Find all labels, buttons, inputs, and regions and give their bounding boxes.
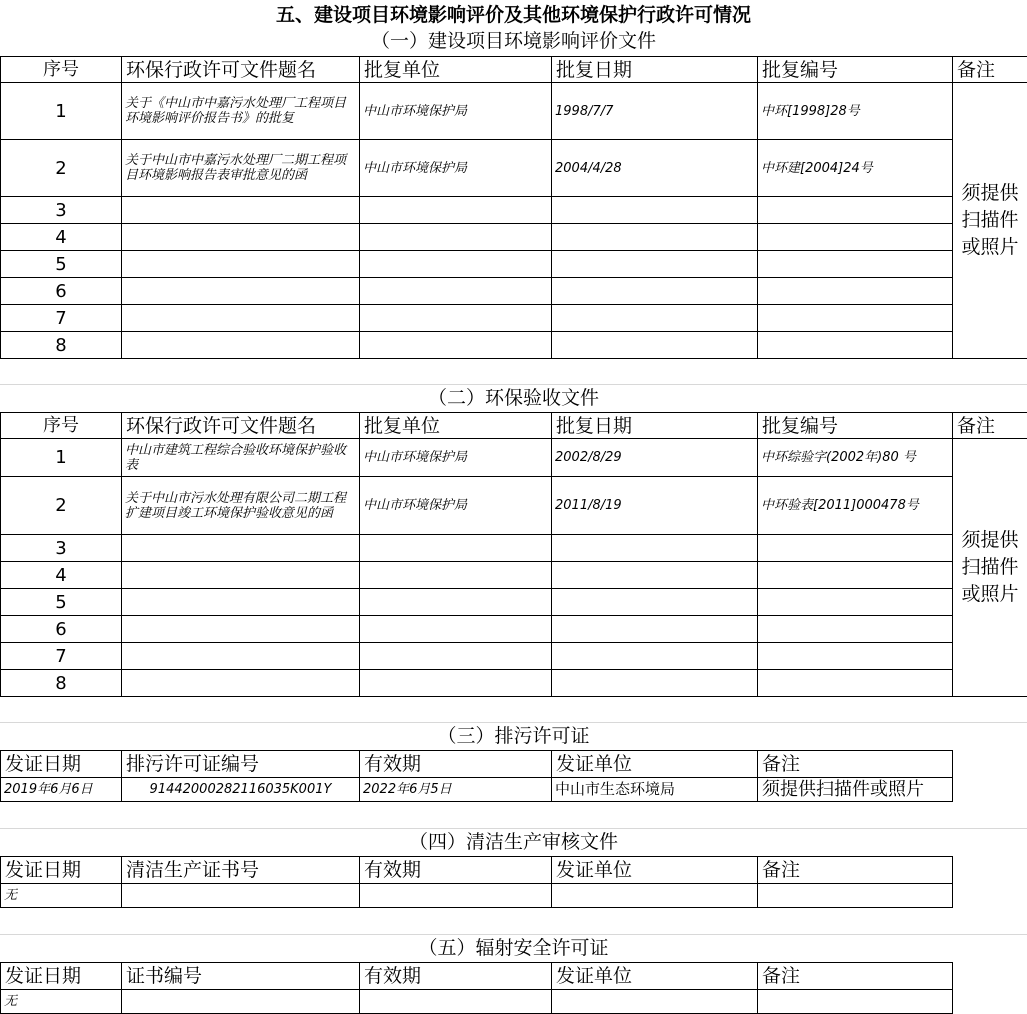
note-cell: 须提供扫描件或照片 — [953, 439, 1027, 697]
doc-title-cell: 中山市建筑工程综合验收环境保护验收表 — [122, 439, 360, 477]
row-number: 1 — [1, 439, 122, 477]
table-row — [1, 251, 1027, 278]
header-cell: 备注 — [953, 57, 1027, 83]
header-cell: 清洁生产证书号 — [122, 857, 360, 884]
header-cell: 有效期 — [360, 751, 552, 778]
section1-heading: （一）建设项目环境影响评价文件 — [370, 30, 656, 52]
table-row — [1, 305, 1027, 332]
table-row — [1, 439, 1027, 477]
doc-title-cell: 关于中山市中嘉污水处理厂二期工程项目环境影响报告表审批意见的函 — [122, 140, 360, 197]
date-cell: 2002/8/29 — [552, 439, 758, 477]
acceptance-table — [0, 412, 1027, 697]
valid-until-cell — [360, 884, 552, 908]
header-cell: 批复单位 — [360, 57, 552, 83]
header-cell: 环保行政许可文件题名 — [122, 57, 360, 83]
header-cell: 批复编号 — [758, 57, 953, 83]
date-cell: 2011/8/19 — [552, 477, 758, 535]
table-header-row — [1, 413, 1027, 439]
eia-table — [0, 56, 1027, 359]
table-row — [1, 332, 1027, 359]
row-number: 6 — [1, 278, 122, 305]
table-row — [1, 643, 1027, 670]
note-cell: 须提供扫描件或照片 — [758, 778, 953, 802]
discharge-permit-table — [0, 750, 953, 802]
clean-production-table — [0, 856, 953, 908]
note-cell — [758, 884, 953, 908]
table-row — [1, 197, 1027, 224]
header-cell: 序号 — [1, 413, 122, 439]
row-number: 3 — [1, 535, 122, 562]
permit-code-cell: 91442000282116035K001Y — [122, 778, 360, 802]
header-cell: 备注 — [953, 413, 1027, 439]
section3-heading: （三）排污许可证 — [437, 725, 590, 747]
unit-cell: 中山市环境保护局 — [360, 477, 552, 535]
issue-date-cell: 2019年6月6日 — [1, 778, 122, 802]
header-cell: 发证单位 — [552, 751, 758, 778]
table-row — [1, 884, 953, 908]
table-row — [1, 589, 1027, 616]
date-cell: 1998/7/7 — [552, 83, 758, 140]
code-cell: 中环验表[2011]000478号 — [758, 477, 953, 535]
code-cell: 中环[1998]28号 — [758, 83, 953, 140]
header-cell: 序号 — [1, 57, 122, 83]
header-cell: 批复日期 — [552, 57, 758, 83]
code-cell: 中环建[2004]24号 — [758, 140, 953, 197]
valid-until-cell — [360, 990, 552, 1014]
row-number: 8 — [1, 670, 122, 697]
table-header-row — [1, 751, 953, 778]
header-cell: 备注 — [758, 963, 953, 990]
date-cell: 2004/4/28 — [552, 140, 758, 197]
header-cell: 发证日期 — [1, 963, 122, 990]
unit-cell: 中山市环境保护局 — [360, 439, 552, 477]
table-row — [1, 140, 1027, 197]
header-cell: 批复单位 — [360, 413, 552, 439]
table-row — [1, 83, 1027, 140]
table-row — [1, 670, 1027, 697]
row-number: 8 — [1, 332, 122, 359]
unit-cell: 中山市环境保护局 — [360, 83, 552, 140]
issue-date-cell: 无 — [1, 990, 122, 1014]
certificate-code-cell — [122, 990, 360, 1014]
unit-cell: 中山市环境保护局 — [360, 140, 552, 197]
header-cell: 有效期 — [360, 963, 552, 990]
doc-title-cell: 关于《中山市中嘉污水处理厂工程项目环境影响评价报告书》的批复 — [122, 83, 360, 140]
header-cell: 有效期 — [360, 857, 552, 884]
row-number: 4 — [1, 562, 122, 589]
note-cell: 须提供扫描件或照片 — [953, 83, 1027, 359]
header-cell: 备注 — [758, 751, 953, 778]
note-cell — [758, 990, 953, 1014]
page-title: 五、建设项目环境影响评价及其他环境保护行政许可情况 — [275, 4, 751, 26]
row-number: 1 — [1, 83, 122, 140]
table-row — [1, 535, 1027, 562]
header-cell: 证书编号 — [122, 963, 360, 990]
issuer-cell: 中山市生态环境局 — [552, 778, 758, 802]
row-number: 6 — [1, 616, 122, 643]
table-row — [1, 562, 1027, 589]
row-number: 4 — [1, 224, 122, 251]
row-number: 2 — [1, 477, 122, 535]
section4-heading: （四）清洁生产审核文件 — [408, 831, 618, 853]
row-number: 5 — [1, 251, 122, 278]
code-cell: 中环综验字(2002年)80 号 — [758, 439, 953, 477]
header-cell: 发证日期 — [1, 751, 122, 778]
issue-date-cell: 无 — [1, 884, 122, 908]
valid-until-cell: 2022年6月5日 — [360, 778, 552, 802]
row-number: 7 — [1, 305, 122, 332]
table-row — [1, 278, 1027, 305]
doc-title-cell: 关于中山市污水处理有限公司二期工程扩建项目竣工环境保护验收意见的函 — [122, 477, 360, 535]
header-cell: 批复编号 — [758, 413, 953, 439]
table-header-row — [1, 57, 1027, 83]
header-cell: 发证单位 — [552, 963, 758, 990]
table-header-row — [1, 963, 953, 990]
table-row — [1, 477, 1027, 535]
table-header-row — [1, 857, 953, 884]
table-row — [1, 616, 1027, 643]
section2-heading: （二）环保验收文件 — [427, 387, 599, 409]
header-cell: 环保行政许可文件题名 — [122, 413, 360, 439]
issuer-cell — [552, 990, 758, 1014]
table-row — [1, 990, 953, 1014]
header-cell: 排污许可证编号 — [122, 751, 360, 778]
section5-heading: （五）辐射安全许可证 — [418, 937, 609, 959]
header-cell: 批复日期 — [552, 413, 758, 439]
header-cell: 发证单位 — [552, 857, 758, 884]
row-number: 2 — [1, 140, 122, 197]
row-number: 7 — [1, 643, 122, 670]
table-row — [1, 224, 1027, 251]
radiation-permit-table — [0, 962, 953, 1014]
header-cell: 备注 — [758, 857, 953, 884]
header-cell: 发证日期 — [1, 857, 122, 884]
issuer-cell — [552, 884, 758, 908]
certificate-code-cell — [122, 884, 360, 908]
row-number: 5 — [1, 589, 122, 616]
row-number: 3 — [1, 197, 122, 224]
table-row — [1, 778, 953, 802]
